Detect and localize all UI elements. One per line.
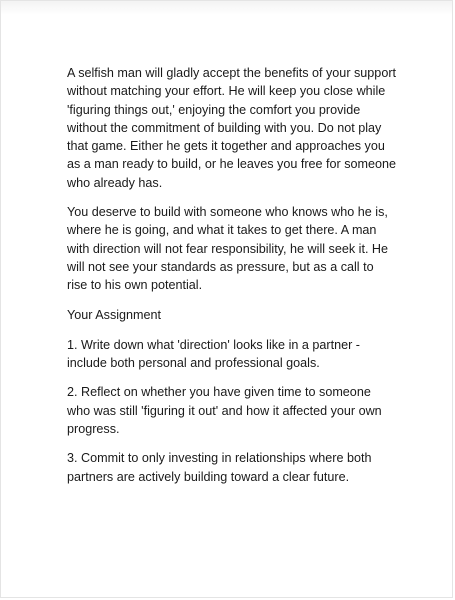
assignment-item-3: 3. Commit to only investing in relationships where both partners are actively building toward a clear future. [67,451,372,484]
assignment-heading: Your Assignment [67,307,162,322]
assignment-item-1: 1. Write down what 'direction' looks like in a partner - include both personal and professional goals. [67,337,360,371]
paragraph-selfish-man: A selfish man will gladly accept the benefits of your support without matching your effort. He will keep you close while 'figuring things out,' enjoying the comfort you provide without the commitment of building with you. Do not play that game. Either he gets it together and approaches you as a man ready to build, or he leaves you free for someone who already has. [67,66,397,190]
assignment-item-2: 2. Reflect on whether you have given time to someone who was still 'figuring it out' and how it affected your own progress. [67,385,382,437]
page-top-shadow [1,1,452,15]
paragraph-you-deserve: You deserve to build with someone who knows who he is, where he is going, and what it takes to get there. A man with direction will not fear responsibility, he will seek it. He will not see your standards as pressure, but as a call to rise to his own potential. [67,205,389,293]
document-body [67,64,397,497]
